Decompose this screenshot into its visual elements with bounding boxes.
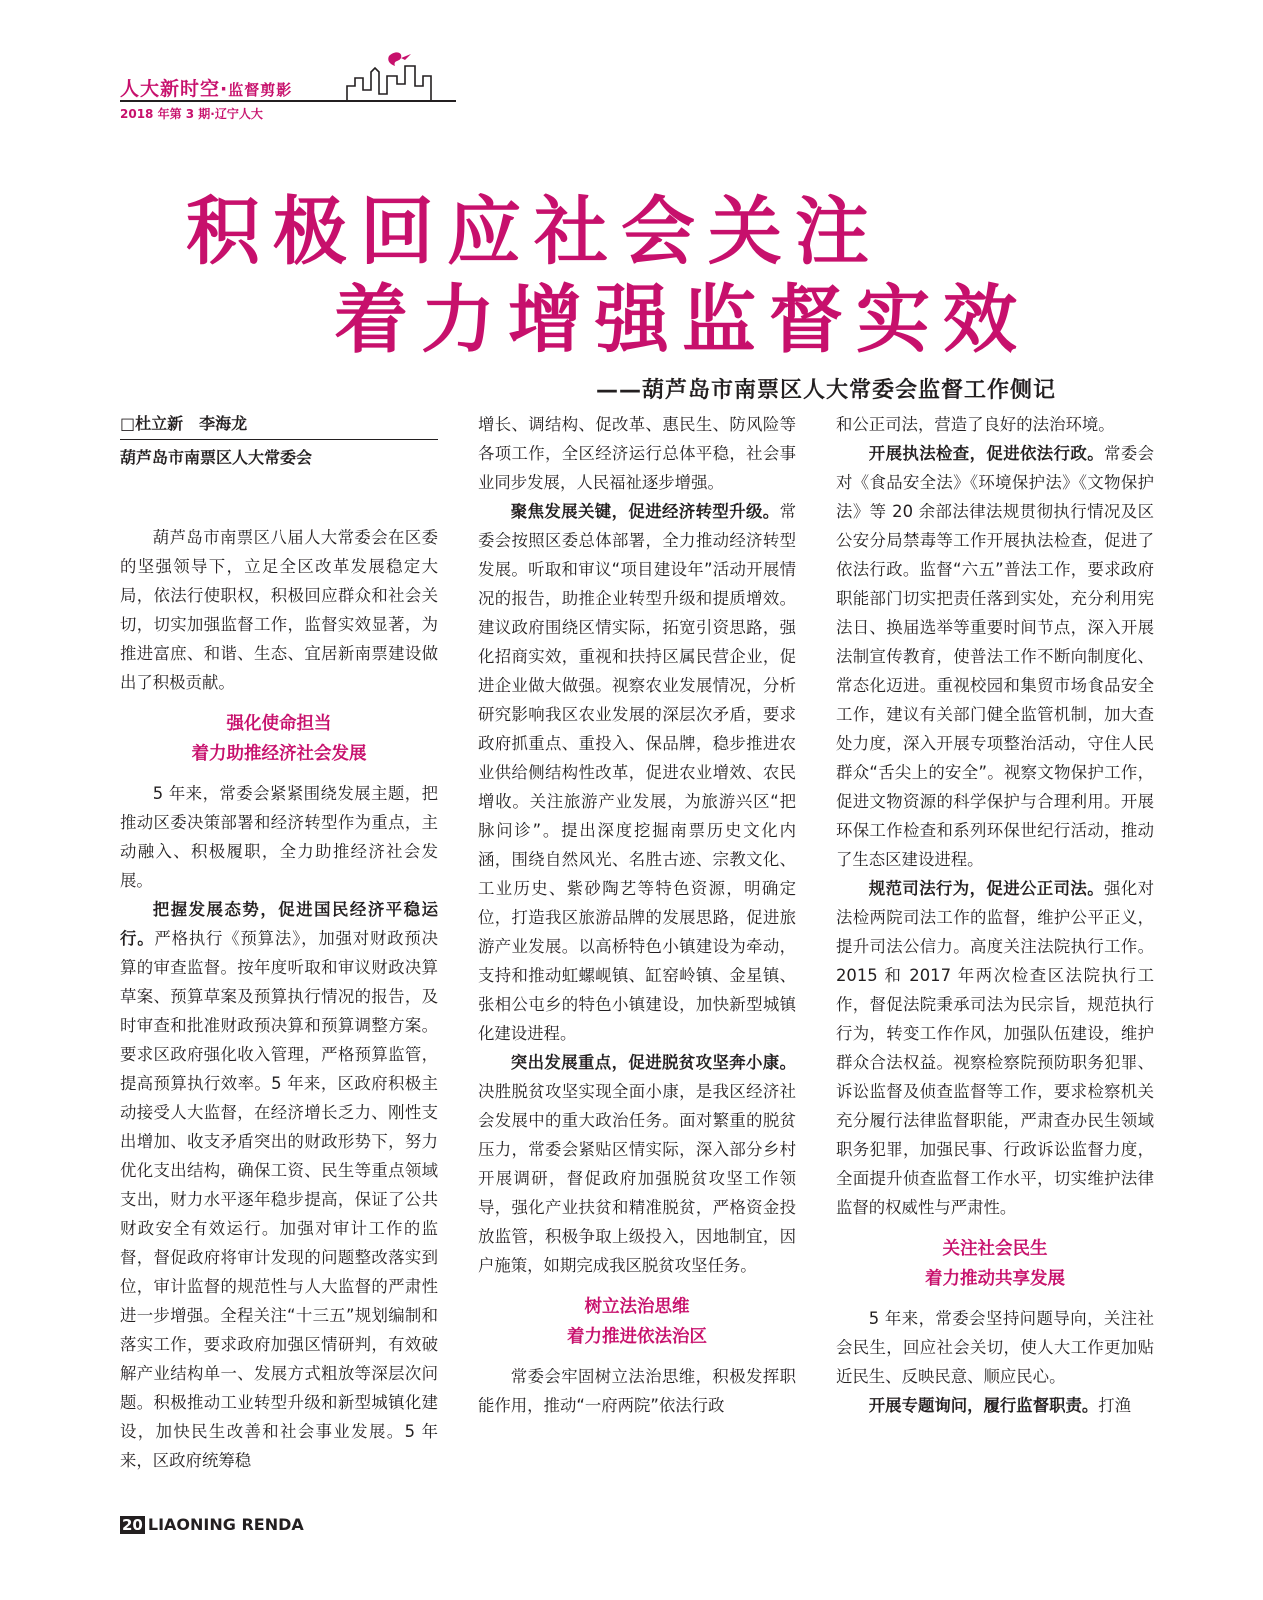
paragraph-body: 严格执行《预算法》，加强对财政预决算的审查监督。按年度听取和审议财政决算草案、预算草案及预算执行情况的报告，及时审查和批准财政预决算和预算调整方案。要求区政府强化收入管理，严格预算监管，提高预算执行效率。5 年来，区政府积极主动接受人大监督，在经济增长乏力、刚性支出增加、收支矛盾突出的财政形势下，努力优化支出结构，确保工资、民生等重点领域支出，财力水平逐年稳步提高，保证了公共财政安全有效运行。加强对审计工作的监督，督促政府将审计发现的问题整改落实到位，审计监督的规范性与人大监督的严肃性进一步增强。全程关注“十三五”规划编制和落实工作，要求政府加强区情研判，有效破解产业结构单一、发展方式粗放等深层次问题。积极推动工业转型升级和新型城镇化建设，加快民生改善和社会事业发展。5 年来，区政府统筹稳 [120,929,438,1470]
paragraph-lead: 规范司法行为，促进公正司法。 [868,879,1105,898]
paragraph-with-lead [836,439,1154,874]
column-1 [120,410,438,1475]
paragraph-with-lead [478,1048,796,1280]
column-3 [836,410,1154,1420]
paragraph-continued: 增长、调结构、促改革、惠民生、防风险等各项工作，全区经济运行总体平稳，社会事业同步发展，人民福祉逐步增强。 [478,415,796,492]
paragraph-body: 强化对法检两院司法工作的监督，维护公平正义，提升司法公信力。高度关注法院执行工作。2015 和 2017 年两次检查区法院执行工作，督促法院秉承司法为民宗旨，规范执行行为，转变工作作风，加强队伍建设，维护群众合法权益。视察检察院预防职务犯罪、诉讼监督及侦查监督等工作，要求检察机关充分履行法律监督职能，严肃查办民生领域职务犯罪，加强民事、行政诉讼监督力度，全面提升侦查监督工作水平，切实维护法律监督的权威性与严肃性。 [836,879,1155,1217]
section-heading-3-line-1: 关注社会民生 [942,1239,1048,1259]
subsection-name: 监督剪影 [228,81,293,99]
column-2 [478,410,796,1420]
paragraph-continued: 和公正司法，营造了良好的法治环境。 [836,415,1115,434]
headline-line-1: 积极回应社会关注 [186,189,882,275]
paragraph-with-lead [478,497,796,1048]
paragraph-body: 常委会对《食品安全法》《环境保护法》《文物保护法》等 20 余部法律法规贯彻执行情况及区公安分局禁毒等工作开展执法检查，促进了依法行政。监督“六五”普法工作，要求政府职能部门切实把责任落到实处，充分利用宪法日、换届选举等重要时间节点，深入开展法制宣传教育，使普法工作不断向制度化、常态化迈进。重视校园和集贸市场食品安全工作，建议有关部门健全监管机制，加大查处力度，深入开展专项整治活动，守住人民群众“舌尖上的安全”。视察文物保护工作，促进文物资源的科学保护与合理利用。开展环保工作检查和系列环保世纪行活动，推动了生态区建设进程。 [836,444,1155,869]
paragraph: 5 年来，常委会坚持问题导向，关注社会民生，回应社会关切，使人大工作更加贴近民生、反映民意、顺应民心。 [836,1309,1154,1386]
intro-paragraph: 葫芦岛市南票区八届人大常委会在区委的坚强领导下，立足全区改革发展稳定大局，依法行使职权，积极回应群众和社会关切，切实加强监督工作，监督实效显著，为推进富庶、和谐、生态、宜居新南票建设做出了积极贡献。 [120,528,438,692]
byline-rule [120,439,438,440]
byline-org: 葫芦岛市南票区人大常委会 [120,448,313,467]
section-separator: · [220,78,229,100]
section-heading-1-line-2: 着力助推经济社会发展 [191,744,367,764]
paragraph-lead: 突出发展重点，促进脱贫攻坚奔小康。 [510,1053,796,1072]
page-footer [120,1515,304,1534]
section-heading-1 [120,709,438,769]
paragraph-body: 打渔 [1098,1396,1132,1415]
running-header [120,74,292,122]
section-name: 人大新时空 [120,78,221,100]
section-heading-2-line-1: 树立法治思维 [584,1297,690,1317]
paragraph: 常委会牢固树立法治思维，积极发挥职能作用，推动“一府两院”依法行政 [478,1367,796,1415]
section-heading-2-line-2: 着力推进依法治区 [567,1327,707,1347]
section-label [120,74,292,101]
paragraph-with-lead [120,895,438,1475]
journal-name: LIAONING RENDA [147,1515,304,1534]
headline-line-2: 着力增强监督实效 [334,277,1030,363]
section-heading-1-line-1: 强化使命担当 [226,714,332,734]
byline-authors: □杜立新 李海龙 [120,414,248,433]
skyline-logo-icon [345,50,457,102]
paragraph-lead: 开展专题询问，履行监督职责。 [868,1396,1099,1415]
byline-spacer [120,471,438,523]
paragraph-lead: 开展执法检查，促进依法行政。 [868,444,1105,463]
headline-subtitle: ——葫芦岛市南票区人大常委会监督工作侧记 [596,378,1057,403]
paragraph: 5 年来，常委会紧紧围绕发展主题，把推动区委决策部署和经济转型作为重点，主动融入、积极履职，全力助推经济社会发展。 [120,784,438,890]
section-heading-3 [836,1234,1154,1294]
section-heading-2 [478,1292,796,1352]
paragraph-body: 常委会按照区委总体部署，全力推动经济转型发展。听取和审议“项目建设年”活动开展情况的报告，助推企业转型升级和提质增效。建议政府围绕区情实际，拓宽引资思路，强化招商实效，重视和扶持区属民营企业，促进企业做大做强。视察农业发展情况，分析研究影响我区农业发展的深层次矛盾，要求政府抓重点、重投入、保品牌，稳步推进农业供给侧结构性改革，促进农业增效、农民增收。关注旅游产业发展，为旅游兴区“把脉问诊”。提出深度挖掘南票历史文化内涵，围绕自然风光、名胜古迹、宗教文化、工业历史、紫砂陶艺等特色资源，明确定位，打造我区旅游品牌的发展思路，促进旅游产业发展。以高桥特色小镇建设为牵动，支持和推动虹螺岘镇、缸窑岭镇、金星镇、张相公屯乡的特色小镇建设，加快新型城镇化建设进程。 [478,502,796,1043]
section-heading-3-line-2: 着力推动共享发展 [925,1269,1065,1289]
paragraph-body: 决胜脱贫攻坚实现全面小康，是我区经济社会发展中的重大政治任务。面对繁重的脱贫压力，常委会紧贴区情实际，深入部分乡村开展调研，督促政府加强脱贫攻坚工作领导，强化产业扶贫和精准脱贫，严格资金投放监管，积极争取上级投入，因地制宜，因户施策，如期完成我区脱贫攻坚任务。 [478,1082,796,1275]
paragraph-lead: 把握发展态势，促进国民经济平稳运行。 [120,900,438,948]
page-number: 20 [122,1516,143,1534]
paragraph-lead: 聚焦发展关键，促进经济转型升级。 [510,502,780,521]
paragraph-with-lead [836,1391,1154,1420]
paragraph-with-lead [836,874,1154,1222]
issue-label: 2018 年第 3 期·辽宁人大 [120,107,263,121]
